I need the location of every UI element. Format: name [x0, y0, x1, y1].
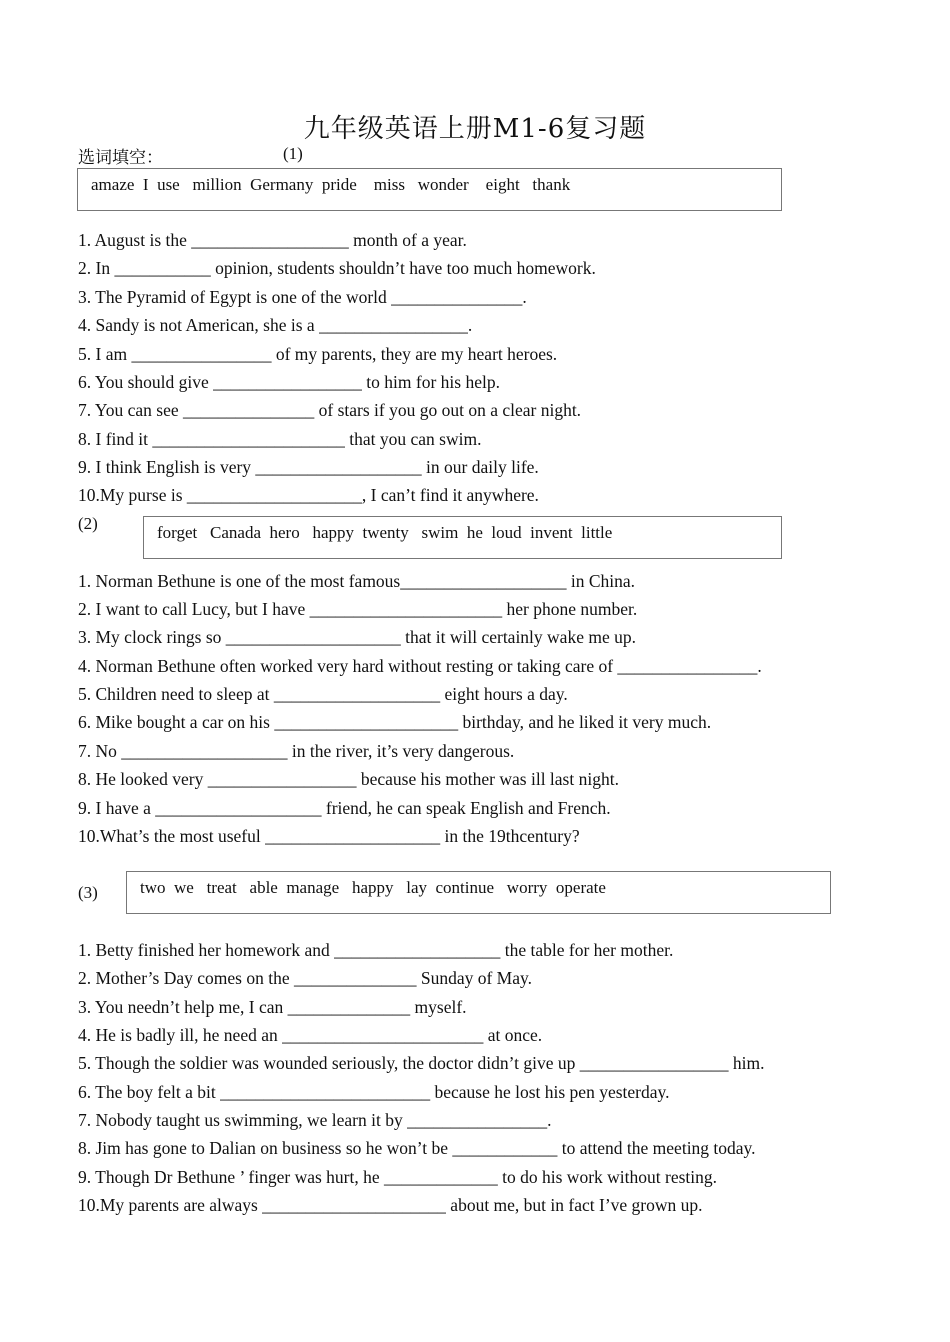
question-1-1: 1. August is the __________________ month of a year. — [78, 230, 467, 250]
question-1-5: 5. I am ________________ of my parents, they are my heart heroes. — [78, 344, 558, 364]
question-1-6: 6. You should give _________________ to him for his help. — [78, 372, 500, 392]
question-2-10: 10.What’s the most useful ____________________ in the 19thcentury? — [78, 826, 580, 846]
question-3-5: 5. Though the soldier was wounded seriously, the doctor didn’t give up _________________ him. — [78, 1053, 765, 1073]
question-2-7: 7. No ___________________ in the river, it’s very dangerous. — [78, 741, 515, 761]
question-1-8: 8. I find it ______________________ that you can swim. — [78, 429, 482, 449]
question-2-9: 9. I have a ___________________ friend, he can speak English and French. — [78, 798, 611, 818]
question-3-6: 6. The boy felt a bit ________________________ because he lost his pen yesterday. — [78, 1082, 670, 1102]
question-3-8: 8. Jim has gone to Dalian on business so he won’t be ____________ to attend the meeting today. — [78, 1138, 756, 1158]
question-3-10: 10.My parents are always _____________________ about me, but in fact I’ve grown up. — [78, 1195, 703, 1215]
question-2-2: 2. I want to call Lucy, but I have ______________________ her phone number. — [78, 599, 638, 619]
question-1-2: 2. In ___________ opinion, students shouldn’t have too much homework. — [78, 258, 596, 278]
question-2-5: 5. Children need to sleep at ___________________ eight hours a day. — [78, 684, 568, 704]
word-bank-1: amaze I use million Germany pride miss wonder eight thank — [77, 168, 782, 211]
question-1-3: 3. The Pyramid of Egypt is one of the world _______________. — [78, 287, 527, 307]
question-3-4: 4. He is badly ill, he need an _______________________ at once. — [78, 1025, 543, 1045]
question-1-9: 9. I think English is very ___________________ in our daily life. — [78, 457, 539, 477]
word-bank-2: forget Canada hero happy twenty swim he loud invent little — [143, 516, 782, 559]
question-1-10: 10.My purse is ____________________, I can’t find it anywhere. — [78, 485, 539, 505]
question-2-1: 1. Norman Bethune is one of the most famous___________________ in China. — [78, 571, 636, 591]
word-bank-3: two we treat able manage happy lay continue worry operate — [126, 871, 831, 914]
section-1-label: (1) — [283, 144, 303, 163]
question-2-8: 8. He looked very _________________ because his mother was ill last night. — [78, 769, 619, 789]
question-2-6: 6. Mike bought a car on his _____________________ birthday, and he liked it very much. — [78, 712, 712, 732]
question-3-2: 2. Mother’s Day comes on the ______________ Sunday of May. — [78, 968, 532, 988]
question-2-4: 4. Norman Bethune often worked very hard without resting or taking care of ________________. — [78, 656, 762, 676]
question-3-9: 9. Though Dr Bethune ’ finger was hurt, he _____________ to do his work without resting. — [78, 1167, 717, 1187]
question-1-7: 7. You can see _______________ of stars if you go out on a clear night. — [78, 400, 582, 420]
question-1-4: 4. Sandy is not American, she is a _________________. — [78, 315, 473, 335]
question-3-3: 3. You needn’t help me, I can ______________ myself. — [78, 997, 467, 1017]
question-3-7: 7. Nobody taught us swimming, we learn it by ________________. — [78, 1110, 552, 1130]
page-title: 九年级英语上册M1-6复习题 — [303, 114, 647, 144]
instruction-label: 选词填空： — [78, 148, 163, 168]
section-2-label: (2) — [78, 514, 98, 533]
question-3-1: 1. Betty finished her homework and ___________________ the table for her mother. — [78, 940, 674, 960]
question-2-3: 3. My clock rings so ____________________ that it will certainly wake me up. — [78, 627, 636, 647]
section-3-label: (3) — [78, 883, 98, 902]
